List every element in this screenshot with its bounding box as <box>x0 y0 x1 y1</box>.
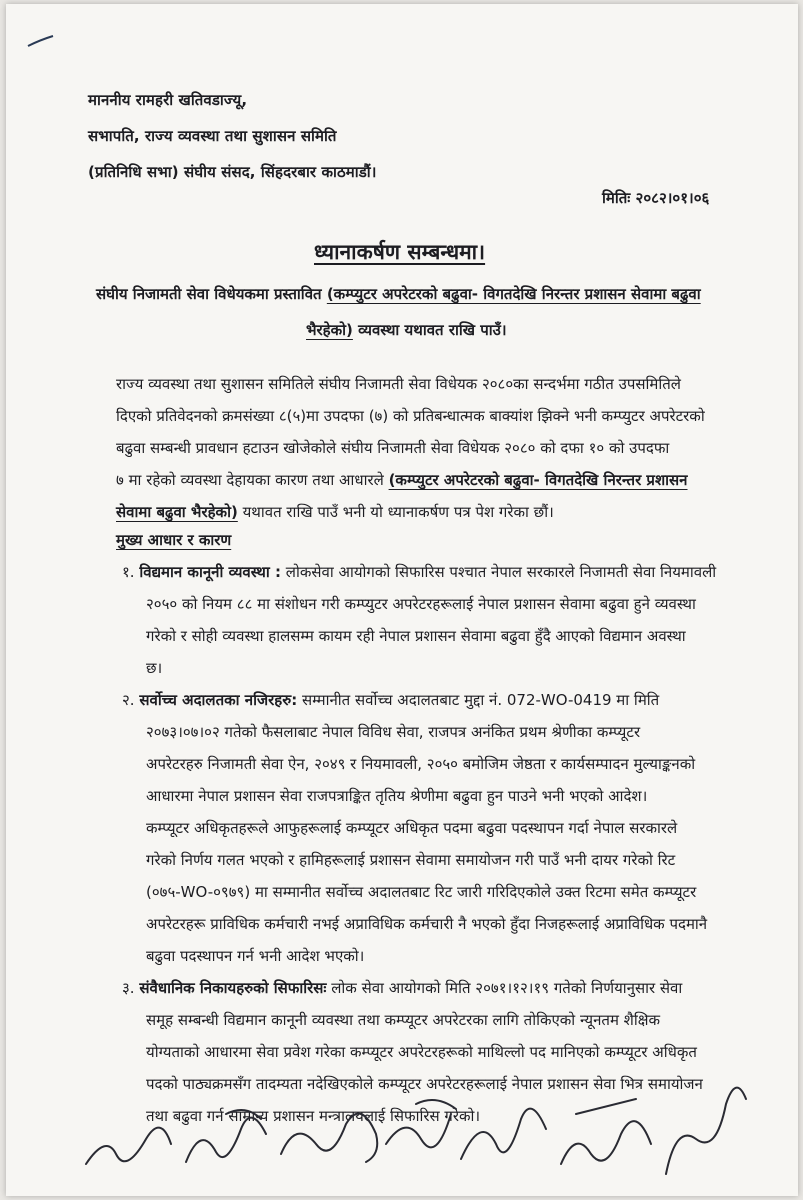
intro-line: बढुवा सम्बन्धी प्रावधान हटाउन खोजेकोले संघीय निजामती सेवा विधेयक २०८० को दफा १० को उपदफा <box>116 439 670 457</box>
subject-highlight-a: (कम्प्युटर अपरेटरको बढुवा- विगतदेखि निरन्तर प्रशासन सेवामा बढुवा <box>326 285 701 303</box>
item-3-line: पदको पाठ्यक्रमसँग तादम्यता नदेखिएकोले कम्प्यूटर अपरेटरहरूलाई नेपाल प्रशासन सेवा भित्र समायोजन <box>146 1075 703 1093</box>
signature-1 <box>86 1128 171 1164</box>
signatures <box>76 1044 756 1194</box>
item-text: लोकसेवा आयोगको सिफारिस पश्चात नेपाल सरकारले निजामती सेवा नियमावली <box>285 563 717 581</box>
item-text: लोक सेवा आयोगको मिति २०७१।१२।१९ गतेको निर्णयानुसार सेवा <box>331 979 683 997</box>
item-1-line: गरेको र सोही व्यवस्था हालसम्म कायम रही नेपाल प्रशासन सेवामा बढुवा हुँदै आएको विद्यमान अवस्था <box>146 627 686 645</box>
item-3-line <box>122 978 682 998</box>
intro-line-text: ७ मा रहेको व्यवस्था देहायका कारण तथा आधारले <box>116 471 384 489</box>
signature-5 <box>461 1109 546 1159</box>
item-1-line: छ। <box>146 659 163 677</box>
intro-line <box>116 502 554 522</box>
recipient-name: माननीय रामहरी खतिवडाज्यू, <box>88 91 248 109</box>
item-2-line: कम्प्यूटर अधिकृतहरूले आफुहरूलाई कम्प्यूटर अधिकृत पदमा बढुवा पदस्थापन गर्दा नेपाल सरकारले <box>146 819 678 837</box>
item-3-line: समूह सम्बन्धी विद्यमान कानूनी व्यवस्था तथा कम्प्यूटर अपरेटरका लागि तोकिएको न्यूनतम शैक्षिक <box>146 1011 661 1029</box>
item-2-line: आधारमा नेपाल प्रशासन सेवा राजपत्राङ्कित तृतिय श्रेणीमा बढुवा हुन पाउने भनी भएको आदेश। <box>146 787 648 805</box>
item-2-line: गरेको निर्णय गलत भएको र हामिहरूलाई प्रशासन सेवामा समायोजन गरी पाउँ भनी दायर गरेको रिट <box>146 851 676 869</box>
item-2-line: २०७३।०७।०२ गतेको फैसलाबाट नेपाल विविध सेवा, राजपत्र अनंकित प्रथम श्रेणीका कम्प्यूटर <box>146 723 641 741</box>
recipient-office: (प्रतिनिधि सभा) संघीय संसद, सिंहदरबार काठमाडौं। <box>88 163 377 181</box>
item-2-line <box>122 690 659 710</box>
item-3-line: तथा बढुवा गर्न सामान्य प्रशासन मन्त्रालयलाई सिफारिस गरेको। <box>146 1107 481 1125</box>
intro-highlight: सेवामा बढुवा भैरहेको) <box>116 503 238 521</box>
item-2-line: अपरेटरहरु निजामती सेवा ऐन, २०४९ र नियमावली, २०५० बमोजिम जेष्ठता र कार्यसम्पादन मुल्याङ्कनको <box>146 755 696 773</box>
item-number: १. <box>122 563 135 581</box>
signature-3 <box>281 1114 377 1162</box>
item-1-line <box>122 562 716 582</box>
subject-line-2 <box>306 320 507 340</box>
item-text: सम्मानीत सर्वोच्च अदालतबाट मुद्दा नं. 072-WO-0419 मा मिति <box>301 691 660 709</box>
signature-7 <box>666 1088 746 1174</box>
intro-line: दिएको प्रतिवेदनको क्रमसंख्या ८(५)मा उपदफा (७) को प्रतिबन्धात्मक बाक्यांश झिक्ने भनी कम्प्युटर अपरेटरको <box>116 407 705 425</box>
section-heading: मुख्य आधार र कारण <box>116 531 232 549</box>
subject-line-1 <box>96 284 701 304</box>
letter-title: ध्यानाकर्षण सम्बन्धमा। <box>314 240 486 264</box>
signature-2 <box>186 1110 266 1162</box>
letter-page <box>6 4 798 1196</box>
intro-line-text: यथावत राखि पाउँ भनी यो ध्यानाकर्षण पत्र पेश गरेका छौं। <box>242 503 554 521</box>
item-1-line: २०५० को नियम ८८ मा संशोधन गरी कम्प्युटर अपरेटरहरूलाई नेपाल प्रशासन सेवामा बढुवा हुने व्यवस्था <box>146 595 696 613</box>
recipient-title: सभापति, राज्य व्यवस्था तथा सुशासन समिति <box>88 127 337 145</box>
item-heading: सर्वोच्च अदालतका नजिरहरु: <box>139 691 298 709</box>
subject-highlight-b: भैरहेको) <box>306 321 353 339</box>
item-2-line: अपरेटरहरू प्राविधिक कर्मचारी नभई अप्राविधिक कर्मचारी नै भएको हुँदा निजहरूलाई अप्राविधिक पदमानै <box>146 915 708 933</box>
item-heading: विद्यमान कानूनी व्यवस्था : <box>139 563 281 581</box>
item-2-line: (०७५-WO-०९७९) मा सम्मानीत सर्वोच्च अदालतबाट रिट जारी गरिदिएकोले उक्त रिटमा समेत कम्प्यूटर <box>146 883 697 901</box>
intro-highlight: (कम्प्युटर अपरेटरको बढुवा- विगतदेखि निरन्तर प्रशासन <box>388 471 688 489</box>
letter-date: मितिः २०८२।०१।०६ <box>602 189 710 207</box>
item-number: ३. <box>122 979 135 997</box>
signature-4 <box>386 1100 456 1147</box>
item-number: २. <box>122 691 135 709</box>
signature-6 <box>561 1099 651 1164</box>
intro-line <box>116 470 688 490</box>
item-heading: संवैधानिक निकायहरुको सिफारिसः <box>139 979 327 997</box>
subject-suffix: व्यवस्था यथावत राखि पाउँ। <box>358 321 507 339</box>
item-3-line: योग्यताको आधारमा सेवा प्रवेश गरेका कम्प्यूटर अपरेटरहरूको माथिल्लो पद मानिएको कम्प्यूटर अधिकृत <box>146 1043 697 1061</box>
item-2-line: बढुवा पदस्थापन गर्न भनी आदेश भएको। <box>146 947 365 965</box>
intro-line: राज्य व्यवस्था तथा सुशासन समितिले संघीय निजामती सेवा विधेयक २०८०का सन्दर्भमा गठीत उपसमितिले <box>116 375 681 393</box>
pen-stroke-mark <box>26 32 56 52</box>
subject-prefix: संघीय निजामती सेवा विधेयकमा प्रस्तावित <box>96 285 322 303</box>
